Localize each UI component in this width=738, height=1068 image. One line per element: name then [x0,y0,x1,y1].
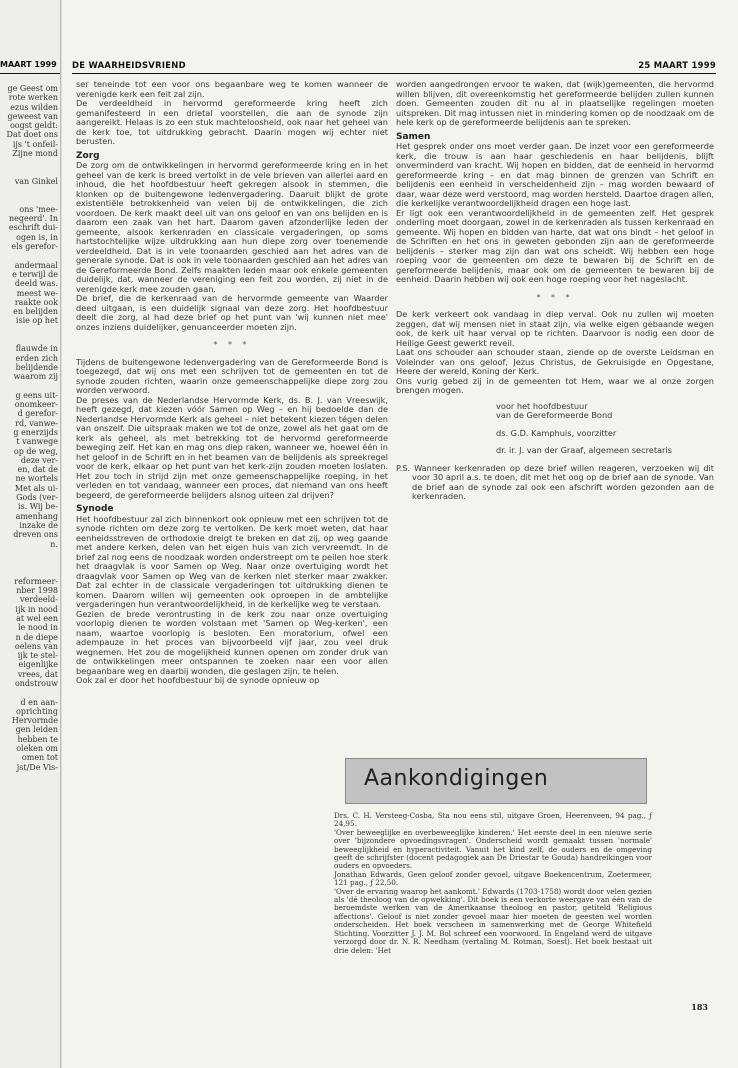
left-column [76,80,388,686]
previous-page-line: deze ver- [20,455,58,465]
previous-page-line: belijdende [15,362,58,372]
paragraph-4: De preses van de Nederlandse Hervormde Kerk, ds. B. J. van Vreeswijk, heeft gezegd, dat kiezen vóór Samen op Weg – en hij bedoelde dan de Nederlandse Hervormde Kerk als geheel – niet betekent kiezen tégen delen van onszelf. Die uitspraak maken we tot de onze, zowel als het gaat om de kerk als geheel, als met betrekking tot de hervormd gereformeerde beweging zelf. Het kan en mag ons diep raken, wanneer we, hoewel één in het geloof in de Schrift en in het beamen van de belijdenis als spreekregel voor de kerk, elkaar op het punt van het kerk-zijn zouden moeten loslaten. Het zou toch in strijd zijn met onze gemeenschappelijke roeping, in het verleden en tot vandaag, wanneer een proces, dat niemand van ons heeft begeerd, de gereformeerde belijders alsnog uiteen zal drijven? [76,394,388,500]
previous-page-line: meest we- [16,288,58,298]
previous-page-line: oelens van [14,641,58,651]
previous-page-line: andermaal [14,260,58,270]
signature-org-line-2: van de Gereformeerde Bond [496,410,613,420]
signature-block [496,402,714,456]
previous-page-line: oogst geldt: [9,121,58,131]
previous-page-line: ijk te stel- [17,651,58,661]
paragraph-gebed: Ons vurig gebed zij in de gemeenten tot Hem, waar we al onze zorgen brengen mogen. [396,375,714,395]
publication-title: DE WAARHEIDSVRIEND [72,60,186,70]
previous-page-line: Zijne mond [12,149,58,159]
previous-page-line: verdeeld- [19,595,58,605]
newspaper-page [62,0,738,1068]
previous-page-text [2,84,58,772]
previous-page-line: van Ginkel [14,176,58,186]
announcements-banner [345,758,647,804]
previous-page-line [2,567,58,576]
previous-page-line: rd, vanwe- [15,418,58,428]
previous-page-line: n. [50,539,58,549]
previous-page-line: nber 1998 [16,586,58,596]
previous-page-line: jst/De Vis- [16,762,58,772]
previous-page-line: d gerefor- [17,409,58,419]
samen-paragraph-2: Er ligt ook een verantwoordelijkheid in de gemeenten zelf. Het gesprek onderling moet doorgaan, zowel in de kerkenraden als tussen kerkenraad en gemeente. Wij hopen en bidden van harte, dat wat ons bindt – het geloof in de Schriften en het ons in geweten gebonden zijn aan de gereformeerde belijdenis – sterker mag zijn dan wat ons scheidt. Wij hebben een hoge roeping voor de gemeenten om deze te bewaren bij de Schrift en de gereformeerde belijdenis, maar ook om de gemeenten te bewaren bij de eenheid. Daarin hebben wij ook een hoge roeping voor het nageslacht. [396,207,714,284]
announcements-title: Aankondigingen [364,766,549,791]
previous-page-line: Gods (ver- [16,493,58,503]
previous-page-line: ezus wilden [10,102,58,112]
section-heading-samen: Samen [396,131,431,142]
previous-page-line [2,196,58,205]
section-heading-synode: Synode [76,504,114,514]
signature-org-line-1: voor het hoofdbestuur [496,400,588,411]
previous-page-edge [0,0,61,1068]
previous-page-line: ge Geest om [7,84,58,93]
previous-page-line: hebben te [17,734,58,744]
previous-page-line: ijk in nood [15,604,58,614]
right-column [396,80,714,502]
previous-page-line: at wel een [16,613,58,623]
previous-page-line: oprichting [16,706,58,716]
page-number: 183 [691,1002,708,1012]
announcement-book-2-description: 'Over de ervaring waarop het aankomt.' Edwards (1703-1758) wordt door velen gezien als 'dé theoloog van de opwekking'. Dit boek is een verkorte weergave van één van de beroemdste werken van de Amerikaanse theoloog en pastor, getiteld 'Religious affections'. Geloof is niet zonder gevoel maar hier moeten de geesten wel worden onderscheiden. Het boek verscheen in samenwerking met de George Whitefield Stichting. Voorzitter J. J. M. Bol schreef een voorwoord. In Engeland werd de uitgave verzorgd door dr. N. R. Needham (vertaling M. Rotman, Soest). Het boek bestaat uit drie delen: 'Het [334,886,652,955]
paragraph-schouder: Laat ons schouder aan schouder staan, ziende op de overste Leidsman en Voleinder van ons geloof, Jezus Christus, de Gekruisigde en Opgestane, Heere der wereld, Koning der Kerk. [396,347,714,376]
previous-page-line: ne wortels [15,474,58,484]
previous-page-line: amenhang [15,511,58,521]
zorg-paragraph-1: De zorg om de ontwikkelingen in hervormd gereformeerde kring en in het geheel van de kerk is breed vertolkt in de vele brieven van allerlei aard en inhoud, die het hoofdbestuur heeft gekregen alsook in stemmen, die klonken op de buitengewone ledenvergadering. Daaruit blijkt de grote existentiële betrokkenheid van velen bij de ontwikkelingen, die zich voordoen. De kerk maakt deel uit van ons geloof en van ons belijden en is daarom een zaak van het hart. Daarom gaven afzonderlijke leden der gemeente, alsook kerkenraden en classicale vergaderingen, op soms hartstochtelijke wijze uitdrukking aan hun diepe zorg over toenemende verdeeldheid. Dat is in vele toonaarden geschied aan het adres van de generale synode. Dat is ook in vele toonaarden geschied aan het adres van de Gereformeerde Bond. Zelfs maakten leden maar ook enkele gemeenten duidelijk, dat, wanneer de vereniging een feit zou worden, zij niet in de verenigde kerk mee zouden gaan. [76,160,388,294]
announcement-book-2: Jonathan Edwards, Geen geloof zonder gevoel, uitgave Boekencentrum, Zoetermeer, 121 pag., ƒ 22,50. [334,869,652,888]
previous-page-line: oleken om [16,744,58,754]
previous-page-line: is. Wij be- [18,502,58,512]
previous-page-line: eigenlijke [18,660,58,670]
previous-page-line [2,158,58,167]
announcement-book-1-description: 'Over beweeglijke en overbeweeglijke kinderen.' Het eerste deel in een nieuwe serie over 'bijzondere opvoedingsvragen'. Onderscheid wordt gemaakt tussen 'normale' beweeglijkheid en hyperactiviteit. Vanuit het kind zelf, de ouders en de omgeving geeft de schrijfster (docent pedagogiek aan De Driestar te Gouda) handreikingen voor ouders en opvoeders. [334,827,652,871]
previous-page-line: reformeer- [14,576,58,586]
previous-page-line: rote werken [8,93,58,103]
previous-page-line: eschrift dui- [8,223,58,233]
previous-page-line: vrees, dat [17,669,58,679]
previous-page-line: g eens uit- [15,390,58,400]
previous-page-line: flauwde in [15,344,58,354]
section-separator: * * * [213,340,251,349]
previous-page-line: waarom zij [13,372,58,382]
previous-page-line: gen leiden [15,725,58,735]
zorg-paragraph-2: De brief, die de kerkenraad van de hervormde gemeente van Waarder deed uitgaan, is een duidelijk signaal van deze zorg. Het hoofdbestuur deelt die zorg, al had deze brief op het punt van 'wij kunnen niet mee' onzes inziens duidelijker, genuanceerder moeten zijn. [76,293,388,332]
previous-page-rule [0,73,60,74]
previous-page-line: omen tot [21,753,58,763]
previous-page-line [2,558,58,567]
previous-page-line [2,168,58,177]
continued-paragraph: worden aangedrongen ervoor te waken, dat (wijk)gemeenten, die hervormd willen blijven, dit overeenkomstig het gereformeerde belijden zullen kunnen doen. Gemeenten zouden dit nu al in plaatselijke regelingen moeten uitspreken. Dit mag intussen niet in mindering komen op de noodzaak om de hele kerk op de gereformeerde belijdenis aan te spreken. [396,79,714,127]
previous-page-line [2,382,58,391]
previous-page-line [2,335,58,344]
signature-chair: ds. G.D. Kamphuis, voorzitter [496,427,617,438]
previous-page-line: d en aan- [20,697,58,707]
synode-paragraph-1: Het hoofdbestuur zal zich binnenkort ook opnieuw met een schrijven tot de synode richten om deze zorg te vertolken. De kerk moet weten, dat haar eenheidsstreven de orthodoxie dreigt te breken en dat zij, op weg gaande met andere kerken, delen van het eigen huis van zich vervreemdt. In de brief zal nog eens de noodzaak worden onderstreept om te peilen hoe sterk het draagvlak is voor Samen op Weg. Naar onze overtuiging wordt het draagvlak voor Samen op Weg van de kerken niet sterker maar zwakker. Dat zal echter in de classicale vergaderingen tot uitdrukking dienen te komen. Daarom willen wij gemeenten ook oproepen in de ambtelijke vergaderingen hun verantwoordelijkheid, in de kerkelijke weg te verstaan. [76,513,388,609]
previous-page-line: g enerzijds [13,427,58,437]
previous-page-line: Met als ui- [14,483,58,493]
synode-paragraph-2: Gezien de brede verontrusting in de kerk zou naar onze overtuiging voorlopig dienen te worden volstaan met 'Samen op Weg-kerken', een naam, waartoe voorlopig is besloten. Een moratorium, ofwel een adempauze in het proces van bijvoorbeeld vijf jaar, zou veel druk wegnemen. Het zou de mogelijkheid kunnen openen om zonder druk van de ontwikkelingen meer ontspannen te zoeken naar een voor allen begaanbare weg en daarbij wonden, die geslagen zijn, te helen. [76,608,388,676]
previous-page-line: ogen is, in [16,232,58,242]
previous-page-line [2,549,58,558]
previous-page-line: n de diepe [15,632,58,642]
previous-page-line: isie op het [15,316,58,326]
announcements-text [334,812,652,955]
intro-paragraph: ser teneinde tot een voor ons begaanbare weg te komen wanneer de verenigde kerk een feit zal zijn. [76,79,388,99]
paragraph-verval: De kerk verkeert ook vandaag in diep verval. Ook nu zullen wij moeten zeggen, dat wij mensen niet in staat zijn, via welke eigen gebaande wegen ook, de kerk uit haar verval op te richten. Daarvoor is nodig een door de Heilige Geest gewerkt reveil. [396,309,714,348]
previous-page-line: inzake de [19,520,58,530]
previous-page-line [2,688,58,697]
paragraph-3: Tijdens de buitengewone ledenvergadering van de Gereformeerde Bond is toegezegd, dat wij ons met een schrijven tot de gemeenten en tot de synode zouden richten, waarin onze gemeenschappelijke diepe zorg zou worden verwoord. [76,356,388,395]
previous-page-line: e terwijl de [12,269,58,279]
previous-page-line: negeerd'. In [8,214,58,224]
announcement-book-1: Drs. C. H. Versteeg-Cosba, Sta nou eens stil, uitgave Groen, Heerenveen, 94 pag., ƒ 24,95. [334,811,652,829]
previous-page-line: ijs 't onfeil- [12,139,58,149]
previous-page-line: erden zich [15,353,58,363]
previous-page-line: dreven ons [13,530,58,540]
previous-page-header: MAART 1999 [0,60,57,69]
signature-secretary: dr. ir. J. van der Graaf, algemeen secretaris [496,445,672,455]
samen-paragraph-1: Het gesprek onder ons moet verder gaan. De inzet voor een gereformeerde kerk, die trouw is aan haar geschiedenis en haar belijdenis, blijft onverminderd van kracht. Wij hopen en bidden, dat de eenheid in hervormd gereformeerde kring – en dat mag binnen de grenzen van Schrift en belijdenis een eenheid in verscheidenheid zijn – mag worden bewaard of daar, waar deze werd verstoord, mag worden hersteld. Daartoe dragen allen, die kerkelijke verantwoordelijkheid dragen een hoge last. [396,141,714,208]
previous-page-line: onomkeer- [14,400,58,410]
previous-page-line [2,251,58,260]
previous-page-line [2,186,58,195]
previous-page-line: raakte ook [14,297,58,307]
previous-page-line: en, dat de [17,465,58,475]
previous-page-line: op de weg, [13,446,58,456]
previous-page-line: ons 'mee- [19,204,58,214]
previous-page-line: els gerefor- [11,242,58,252]
section-heading-zorg: Zorg [76,150,100,161]
issue-date: 25 MAART 1999 [638,60,716,70]
section-separator: * * * [536,292,574,302]
previous-page-line: deeld was. [14,279,58,289]
header-rule [72,73,716,74]
previous-page-line: le nood in [18,623,58,633]
previous-page-line: Dat doet ons [6,130,58,140]
postscript: P.S. Wanneer kerkenraden op deze brief willen reageren, verzoeken wij dit voor 30 april a.s. te doen, dit met het oog op de brief aan de synode. Van de brief aan de synode zal ook een afschrift worden gezonden aan de kerkenraden. [396,462,714,501]
previous-page-line: geweest van [7,111,58,121]
intro-paragraph-2: De verdeeldheid in hervormd gereformeerde kring heeft zich gemanifesteerd in een drietal voorstellen, die aan de synode zijn aangereikt. Helaas is zo een stuk machteloosheid, ook naar het geheel van de kerk toe, tot uitdrukking gebracht. Daarin mogen wij echter niet berusten. [76,98,388,146]
previous-page-line: t vanwege [16,437,58,447]
previous-page-line: en belijden [13,307,58,317]
previous-page-line [2,326,58,335]
synode-paragraph-3: Ook zal er door het hoofdbestuur bij de synode opnieuw op [76,675,320,685]
previous-page-line: Hervormde [11,716,58,726]
previous-page-line: ondstrouw [14,679,58,688]
